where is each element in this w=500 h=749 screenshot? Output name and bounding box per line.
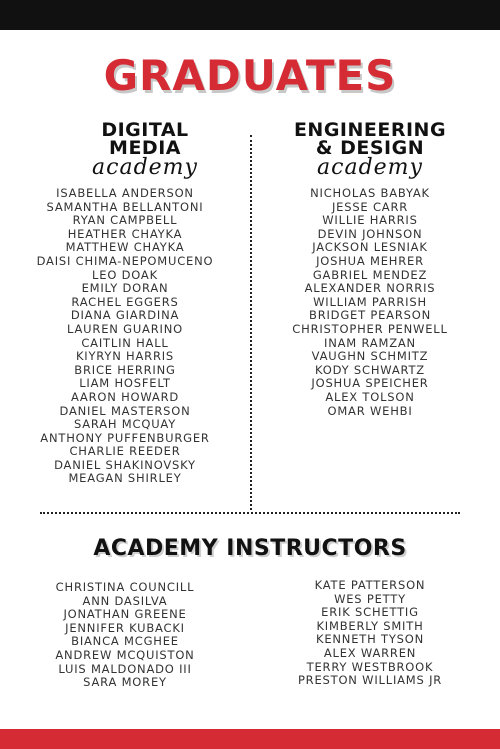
name-item: ANDREW MCQUISTON: [55, 647, 195, 662]
name-item: JACKSON LESNIAK: [312, 240, 428, 255]
top-bar: [0, 0, 500, 30]
name-item: DAISI CHIMA-NEPOMUCENO: [36, 253, 214, 268]
name-item: WILLIE HARRIS: [322, 213, 418, 228]
name-item: DANIEL MASTERSON: [59, 403, 191, 418]
name-item: BIANCA MCGHEE: [71, 634, 179, 649]
name-item: ERIK SCHETTIG: [321, 605, 419, 620]
name-item: PRESTON WILLIAMS JR: [297, 673, 443, 688]
name-item: ANTHONY PUFFENBURGER: [40, 430, 210, 445]
name-item: SARAH MCQUAY: [73, 417, 177, 432]
academy-script: academy: [92, 155, 198, 180]
name-item: KIMBERLY SMITH: [316, 618, 424, 633]
name-item: JOSHUA MEHRER: [316, 253, 424, 268]
engineering-design-heading: [270, 121, 470, 179]
name-item: LAUREN GUARINO: [67, 321, 183, 336]
name-item: JOSHUA SPEICHER: [311, 376, 429, 391]
name-item: KATE PATTERSON: [314, 578, 426, 592]
name-item: JONATHAN GREENE: [63, 607, 187, 622]
name-item: RACHEL EGGERS: [71, 294, 179, 309]
name-item: BRICE HERRING: [74, 362, 176, 377]
name-item: SAMANTHA BELLANTONI: [46, 199, 204, 214]
name-item: ANN DASILVA: [82, 593, 168, 608]
bottom-bar: [0, 729, 500, 749]
name-item: CHRISTINA COUNCILL: [55, 580, 195, 594]
name-item: HEATHER CHAYKA: [67, 226, 183, 241]
name-item: LUIS MALDONADO III: [58, 661, 192, 676]
name-item: BRIDGET PEARSON: [309, 308, 431, 323]
academy-script: academy: [317, 155, 423, 180]
instructors-title: ACADEMY INSTRUCTORS: [93, 536, 407, 561]
vertical-dotted-divider: [250, 135, 252, 510]
name-item: MATTHEW CHAYKA: [65, 240, 185, 255]
instructors-list-right: [270, 579, 470, 688]
name-item: DANIEL SHAKINOVSKY: [54, 457, 196, 472]
heading-line: ENGINEERING: [293, 119, 447, 141]
heading-line: DIGITAL: [101, 119, 189, 141]
instructors-list-left: [25, 581, 225, 690]
name-item: ALEX WARREN: [323, 645, 417, 660]
digital-media-heading: [45, 121, 245, 179]
engineering-design-graduates-list: [270, 187, 470, 418]
digital-media-graduates-list: [25, 187, 225, 486]
name-item: WES PETTY: [334, 591, 406, 606]
name-item: NICHOLAS BABYAK: [310, 186, 430, 200]
name-item: MEAGAN SHIRLEY: [68, 471, 182, 486]
heading-line: & DESIGN: [315, 137, 425, 159]
name-item: DEVIN JOHNSON: [317, 226, 423, 241]
page-title: GRADUATES: [103, 51, 397, 100]
name-item: ISABELLA ANDERSON: [56, 186, 194, 200]
name-item: OMAR WEHBI: [327, 403, 413, 418]
horizontal-dotted-divider: [40, 512, 460, 514]
name-item: INAM RAMZAN: [324, 335, 416, 350]
name-item: WILLIAM PARRISH: [313, 294, 427, 309]
name-item: ALEXANDER NORRIS: [304, 281, 436, 296]
name-item: DIANA GIARDINA: [70, 308, 180, 323]
name-item: AARON HOWARD: [70, 389, 180, 404]
name-item: CHARLIE REEDER: [69, 444, 181, 459]
name-item: EMILY DORAN: [81, 281, 169, 296]
name-item: LEO DOAK: [92, 267, 158, 282]
name-item: JENNIFER KUBACKI: [65, 620, 185, 635]
heading-line: MEDIA: [109, 137, 181, 159]
name-item: RYAN CAMPBELL: [72, 213, 178, 228]
name-item: CAITLIN HALL: [81, 335, 169, 350]
name-item: KENNETH TYSON: [315, 632, 424, 647]
name-item: TERRY WESTBROOK: [306, 659, 434, 674]
name-item: GABRIEL MENDEZ: [312, 267, 428, 282]
name-item: SARA MOREY: [83, 675, 167, 690]
name-item: CHRISTOPHER PENWELL: [292, 321, 448, 336]
name-item: KIYRYN HARRIS: [75, 349, 175, 364]
name-item: KODY SCHWARTZ: [315, 362, 425, 377]
name-item: JESSE CARR: [331, 199, 409, 214]
name-item: LIAM HOSFELT: [79, 376, 171, 391]
name-item: ALEX TOLSON: [325, 389, 415, 404]
name-item: VAUGHN SCHMITZ: [311, 349, 429, 364]
